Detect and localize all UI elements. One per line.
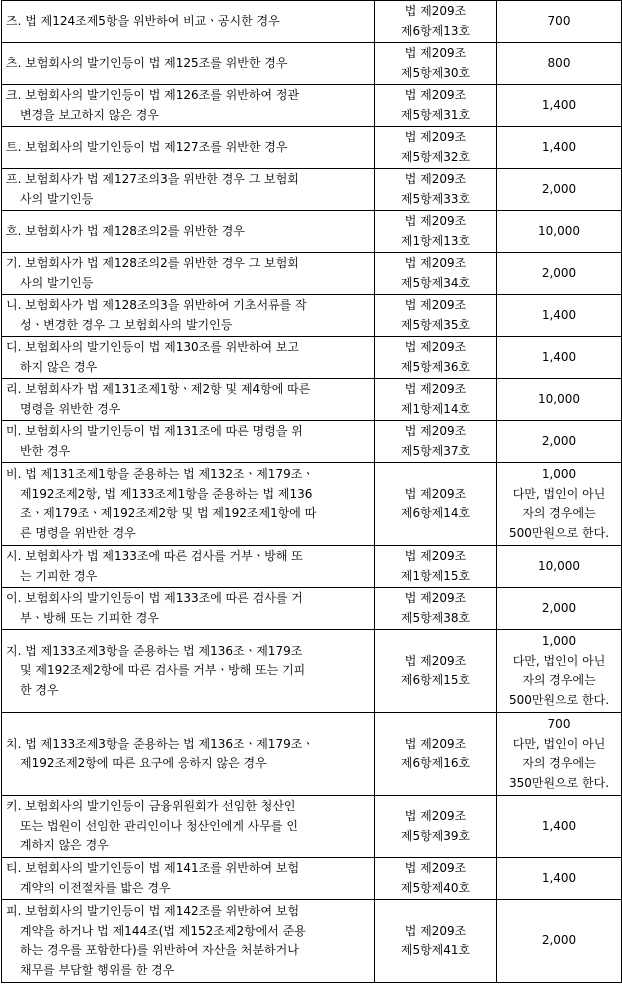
fine-amount-cell xyxy=(497,713,622,796)
fine-amount-line: 10,000 xyxy=(538,391,580,406)
violation-description-line: 하지 않은 경우 xyxy=(20,359,98,374)
fine-amount-cell xyxy=(497,379,622,421)
legal-basis-line: 법 제209조 xyxy=(404,736,467,751)
legal-basis-cell xyxy=(375,295,497,337)
fine-amount-cell xyxy=(497,588,622,630)
fine-amount-line: 1,400 xyxy=(541,870,577,885)
table-row xyxy=(2,858,622,900)
violation-description-cell xyxy=(2,588,375,630)
fine-amount-line: 2,000 xyxy=(541,600,577,615)
violation-description-line: 조ㆍ제179조ㆍ제192조제2항 및 법 제192조제1항에 따 xyxy=(20,506,317,520)
legal-basis-cell xyxy=(375,337,497,379)
fine-amount-cell xyxy=(497,211,622,253)
violation-description-line: 키. 보험회사의 발기인등이 금융위원회가 선임한 청산인 xyxy=(6,799,296,814)
legal-basis-line: 제1항제15호 xyxy=(400,568,471,583)
violation-description-line: 트. 보험회사의 발기인등이 법 제127조를 위반한 경우 xyxy=(6,139,288,154)
legal-basis-line: 제5항제36호 xyxy=(400,359,471,374)
legal-basis-line: 제5항제39호 xyxy=(400,828,471,843)
violation-description-cell xyxy=(2,253,375,295)
violation-description-line: 즈. 법 제124조제5항을 위반하여 비교ㆍ공시한 경우 xyxy=(6,13,280,28)
fine-amount-line: 1,400 xyxy=(541,307,577,322)
violation-description-line: 한 경우 xyxy=(20,682,59,697)
violation-description-cell xyxy=(2,463,375,546)
legal-basis-cell xyxy=(375,169,497,211)
legal-basis-line: 제1항제14호 xyxy=(400,401,471,416)
legal-basis-line: 제5항제41호 xyxy=(400,943,471,957)
table-row xyxy=(2,85,622,127)
legal-basis-line: 제5항제32호 xyxy=(400,149,471,164)
legal-basis-line: 제5항제38호 xyxy=(400,610,471,625)
legal-basis-line: 법 제209조 xyxy=(404,88,467,102)
violation-description-line: 른 명령을 위반한 경우 xyxy=(20,525,136,540)
violation-description-line: 계하지 않은 경우 xyxy=(20,838,109,853)
fine-amount-line: 10,000 xyxy=(538,223,580,238)
violation-description-cell xyxy=(2,900,375,983)
violation-description-line: 피. 보험회사의 발기인등이 법 제142조를 위반하여 보험 xyxy=(6,904,300,918)
table-row xyxy=(2,169,622,211)
violation-description-line: 반한 경우 xyxy=(20,443,71,458)
violation-description-cell xyxy=(2,211,375,253)
violation-description-line: 니. 보험회사가 법 제128조의3을 위반하여 기초서류를 작 xyxy=(6,298,307,312)
legal-basis-cell xyxy=(375,127,497,169)
fine-amount-line: 10,000 xyxy=(538,558,580,573)
legal-basis-cell xyxy=(375,858,497,900)
violation-description-line: 리. 보험회사가 법 제131조제1항ㆍ제2항 및 제4항에 따른 xyxy=(6,382,311,396)
violation-description-line: 또는 법원이 선임한 관리인이나 청산인에게 사무를 인 xyxy=(20,818,298,833)
fine-amount-line: 자의 경우에는 xyxy=(522,756,596,770)
legal-basis-cell xyxy=(375,796,497,858)
legal-basis-line: 법 제209조 xyxy=(404,861,467,875)
legal-basis-cell xyxy=(375,211,497,253)
table-row xyxy=(2,713,622,796)
fine-amount-line: 700 xyxy=(547,717,571,731)
violation-description-line: 사의 발기인등 xyxy=(20,275,94,290)
legal-basis-line: 법 제209조 xyxy=(404,424,467,438)
table-row xyxy=(2,127,622,169)
violation-description-line: 제192조제2항, 법 제133조제1항을 준용하는 법 제136 xyxy=(20,486,313,501)
fine-amount-line: 2,000 xyxy=(541,433,577,448)
legal-basis-line: 제6항제16호 xyxy=(400,756,471,770)
legal-basis-cell xyxy=(375,85,497,127)
fine-amount-cell xyxy=(497,630,622,713)
violation-description-line: 이. 보험회사의 발기인등이 법 제133조에 따른 검사를 거 xyxy=(6,591,303,605)
table-row xyxy=(2,588,622,630)
violation-description-line: 성ㆍ변경한 경우 그 보험회사의 발기인등 xyxy=(20,317,233,332)
fine-amount-line: 1,000 xyxy=(541,634,577,648)
violation-description-line: 흐. 보험회사가 법 제128조의2를 위반한 경우 xyxy=(6,223,245,238)
violation-description-cell xyxy=(2,1,375,43)
violation-description-line: 기. 보험회사가 법 제128조의2를 위반한 경우 그 보험회 xyxy=(6,256,299,270)
violation-description-line: 사의 발기인등 xyxy=(20,191,94,206)
legal-basis-line: 법 제209조 xyxy=(404,130,467,144)
fine-amount-line: 1,400 xyxy=(541,139,577,154)
legal-basis-line: 제5항제40호 xyxy=(400,880,471,895)
legal-basis-line: 제5항제37호 xyxy=(400,443,471,458)
table-row xyxy=(2,253,622,295)
violation-description-cell xyxy=(2,546,375,588)
legal-basis-cell xyxy=(375,713,497,796)
violation-description-cell xyxy=(2,421,375,463)
violation-description-line: 는 기피한 경우 xyxy=(20,568,98,583)
violation-description-line: 디. 보험회사의 발기인등이 법 제130조를 위반하여 보고 xyxy=(6,340,300,354)
fine-amount-line: 다만, 법인이 아닌 xyxy=(512,486,606,501)
legal-basis-line: 법 제209조 xyxy=(404,923,467,938)
fine-amount-cell xyxy=(497,796,622,858)
legal-basis-cell xyxy=(375,630,497,713)
legal-basis-line: 법 제209조 xyxy=(404,486,467,501)
violation-description-cell xyxy=(2,858,375,900)
fine-amount-cell xyxy=(497,337,622,379)
legal-basis-line: 법 제209조 xyxy=(404,214,467,228)
fine-amount-line: 자의 경우에는 xyxy=(522,673,596,687)
legal-basis-line: 제5항제31호 xyxy=(400,107,471,122)
fine-amount-line: 자의 경우에는 xyxy=(522,506,596,520)
fine-amount-line: 2,000 xyxy=(541,933,577,948)
table-row xyxy=(2,337,622,379)
legal-basis-line: 제5항제35호 xyxy=(400,317,471,332)
legal-basis-line: 제1항제13호 xyxy=(400,233,471,248)
legal-basis-line: 제5항제33호 xyxy=(400,191,471,206)
violation-description-line: 크. 보험회사의 발기인등이 법 제126조를 위반하여 정관 xyxy=(6,88,300,102)
fine-amount-line: 다만, 법인이 아닌 xyxy=(512,736,606,751)
legal-basis-cell xyxy=(375,379,497,421)
violation-description-line: 명령을 위반한 경우 xyxy=(20,401,121,416)
violation-description-cell xyxy=(2,127,375,169)
violation-description-line: 시. 보험회사가 법 제133조에 따른 검사를 거부ㆍ방해 또 xyxy=(6,549,303,563)
violation-description-cell xyxy=(2,713,375,796)
violation-description-cell xyxy=(2,295,375,337)
fine-amount-line: 500만원으로 한다. xyxy=(508,525,610,540)
violation-description-line: 비. 법 제131조제1항을 준용하는 법 제132조ㆍ제179조ㆍ xyxy=(6,467,314,481)
table-row xyxy=(2,295,622,337)
fine-amount-cell xyxy=(497,858,622,900)
violation-description-cell xyxy=(2,379,375,421)
fine-amount-line: 500만원으로 한다. xyxy=(508,692,610,707)
legal-basis-line: 법 제209조 xyxy=(404,172,467,186)
violation-description-line: 및 제192조제2항에 따른 검사를 거부ㆍ방해 또는 기피 xyxy=(20,663,306,678)
violation-description-line: 프. 보험회사가 법 제127조의3을 위반한 경우 그 보험회 xyxy=(6,172,299,186)
legal-basis-line: 제6항제14호 xyxy=(400,506,471,520)
fine-amount-cell xyxy=(497,43,622,85)
legal-basis-cell xyxy=(375,421,497,463)
violation-description-cell xyxy=(2,630,375,713)
legal-basis-line: 법 제209조 xyxy=(404,382,467,396)
table-row xyxy=(2,379,622,421)
legal-basis-line: 제6항제15호 xyxy=(400,673,471,687)
violation-description-line: 미. 보험회사의 발기인등이 법 제131조에 따른 명령을 위 xyxy=(6,424,303,438)
violation-description-line: 계약의 이전절차를 밟은 경우 xyxy=(20,880,171,895)
fine-amount-line: 1,400 xyxy=(541,349,577,364)
legal-basis-line: 제6항제13호 xyxy=(400,23,471,38)
legal-basis-cell xyxy=(375,1,497,43)
violation-description-line: 츠. 보험회사의 발기인등이 법 제125조를 위반한 경우 xyxy=(6,55,288,70)
legal-basis-line: 제5항제34호 xyxy=(400,275,471,290)
violation-description-cell xyxy=(2,796,375,858)
fine-amount-line: 350만원으로 한다. xyxy=(508,775,610,790)
fine-amount-cell xyxy=(497,421,622,463)
legal-basis-line: 법 제209조 xyxy=(404,549,467,563)
fine-amount-cell xyxy=(497,1,622,43)
fine-amount-line: 800 xyxy=(547,55,571,70)
legal-basis-cell xyxy=(375,900,497,983)
fine-amount-line: 1,000 xyxy=(541,467,577,481)
fine-amount-cell xyxy=(497,463,622,546)
legal-basis-line: 법 제209조 xyxy=(404,809,467,823)
fine-amount-cell xyxy=(497,546,622,588)
table-row xyxy=(2,1,622,43)
violation-description-line: 치. 법 제133조제3항을 준용하는 법 제136조ㆍ제179조ㆍ xyxy=(6,736,314,751)
legal-basis-line: 법 제209조 xyxy=(404,340,467,354)
legal-basis-line: 법 제209조 xyxy=(404,591,467,605)
violation-description-cell xyxy=(2,85,375,127)
violation-description-cell xyxy=(2,169,375,211)
fine-amount-line: 2,000 xyxy=(541,181,577,196)
legal-basis-line: 법 제209조 xyxy=(404,298,467,312)
violation-description-line: 변경을 보고하지 않은 경우 xyxy=(20,107,159,122)
legal-basis-line: 법 제209조 xyxy=(404,653,467,668)
violation-description-line: 제192조제2항에 따른 요구에 응하지 않은 경우 xyxy=(20,756,267,770)
legal-basis-cell xyxy=(375,43,497,85)
table-row xyxy=(2,211,622,253)
violation-description-line: 채무를 부담할 행위를 한 경우 xyxy=(20,962,175,977)
penalty-table xyxy=(1,0,622,983)
fine-amount-cell xyxy=(497,253,622,295)
legal-basis-cell xyxy=(375,546,497,588)
fine-amount-line: 다만, 법인이 아닌 xyxy=(512,653,606,668)
legal-basis-line: 법 제209조 xyxy=(404,46,467,60)
violation-description-line: 부ㆍ방해 또는 기피한 경우 xyxy=(20,610,159,625)
legal-basis-line: 법 제209조 xyxy=(404,256,467,270)
table-row xyxy=(2,463,622,546)
penalty-table-body xyxy=(2,1,622,983)
fine-amount-cell xyxy=(497,85,622,127)
fine-amount-line: 2,000 xyxy=(541,265,577,280)
violation-description-cell xyxy=(2,337,375,379)
legal-basis-line: 제5항제30호 xyxy=(400,65,471,80)
legal-basis-cell xyxy=(375,253,497,295)
table-row xyxy=(2,43,622,85)
fine-amount-cell xyxy=(497,295,622,337)
violation-description-cell xyxy=(2,43,375,85)
violation-description-line: 계약을 하거나 법 제144조(법 제152조제2항에서 준용 xyxy=(20,923,306,938)
table-row xyxy=(2,796,622,858)
table-row xyxy=(2,546,622,588)
violation-description-line: 지. 법 제133조제3항을 준용하는 법 제136조ㆍ제179조 xyxy=(6,643,303,658)
fine-amount-line: 1,400 xyxy=(541,818,577,833)
violation-description-line: 하는 경우를 포함한다)를 위반하여 자산을 처분하거나 xyxy=(20,943,299,957)
fine-amount-cell xyxy=(497,127,622,169)
fine-amount-cell xyxy=(497,900,622,983)
fine-amount-line: 1,400 xyxy=(541,97,577,112)
table-row xyxy=(2,900,622,983)
legal-basis-cell xyxy=(375,588,497,630)
legal-basis-line: 법 제209조 xyxy=(404,4,467,18)
table-row xyxy=(2,630,622,713)
table-row xyxy=(2,421,622,463)
fine-amount-line: 700 xyxy=(547,13,571,28)
violation-description-line: 티. 보험회사의 발기인등이 법 제141조를 위반하여 보험 xyxy=(6,861,300,875)
legal-basis-cell xyxy=(375,463,497,546)
fine-amount-cell xyxy=(497,169,622,211)
